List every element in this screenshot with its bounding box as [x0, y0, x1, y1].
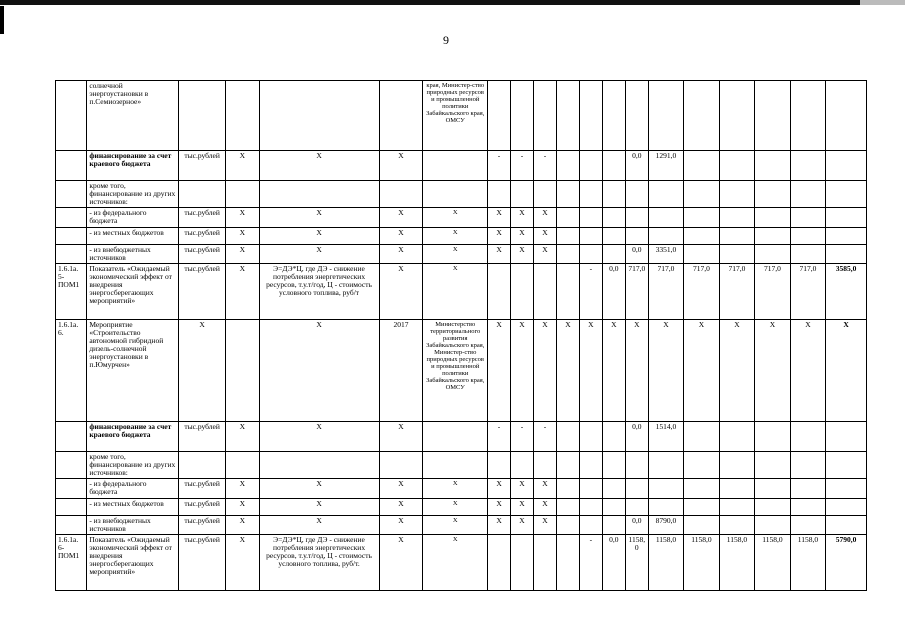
table-cell: тыс.рублей	[179, 245, 226, 264]
table-cell: X	[423, 535, 488, 591]
scan-left-mark	[0, 6, 4, 34]
table-row	[56, 181, 867, 208]
table-cell: X	[379, 245, 423, 264]
table-cell: 1158,0	[625, 535, 648, 591]
table-cell: X	[511, 245, 534, 264]
table-cell	[790, 479, 825, 499]
table-cell: X	[226, 535, 259, 591]
table-cell	[625, 228, 648, 245]
table-cell	[719, 208, 754, 228]
table-cell	[259, 81, 379, 151]
table-cell	[826, 208, 867, 228]
table-cell: кроме того, финансирование из других источников:	[87, 181, 179, 208]
table-cell: X	[226, 422, 259, 452]
table-cell: - из местных бюджетов	[87, 228, 179, 245]
table-cell	[755, 208, 790, 228]
table-row	[56, 422, 867, 452]
table-cell	[488, 535, 511, 591]
table-cell: Показатель «Ожидаемый экономический эффект от внедрения энергосберегающих мероприятий»	[87, 264, 179, 320]
table-cell	[826, 422, 867, 452]
table-cell	[556, 151, 579, 181]
table-cell	[648, 228, 683, 245]
table-cell: 3585,0	[826, 264, 867, 320]
table-cell: Министерство территориального развития Забайкальского края, Министер-ство природных ресурсов и промышленной политики Забайкальского края, ОМСУ	[423, 320, 488, 422]
table-cell: 0,0	[602, 264, 625, 320]
table-cell: кроме того, финансирование из других источников:	[87, 452, 179, 479]
table-cell: тыс.рублей	[179, 228, 226, 245]
table-cell: Э=ДЭ*Ц, где ДЭ - снижение потребления энергетических ресурсов, т.у.т/год, Ц - стоимость условного топлива, руб/т.	[259, 535, 379, 591]
table-cell	[790, 151, 825, 181]
table-cell: X	[379, 208, 423, 228]
table-cell	[684, 479, 719, 499]
table-cell: X	[259, 208, 379, 228]
table-cell: X	[755, 320, 790, 422]
table-cell	[790, 228, 825, 245]
table-cell: X	[533, 208, 556, 228]
table-cell: - из федерального бюджета	[87, 479, 179, 499]
table-cell: X	[648, 320, 683, 422]
table-cell	[719, 228, 754, 245]
table-cell: X	[379, 422, 423, 452]
table-cell	[790, 208, 825, 228]
table-cell	[719, 151, 754, 181]
table-cell: X	[379, 151, 423, 181]
table-cell: X	[533, 516, 556, 535]
table-cell	[755, 479, 790, 499]
table-cell	[648, 479, 683, 499]
table-cell: X	[379, 499, 423, 516]
table-cell	[556, 264, 579, 320]
table-cell: - из внебюджетных источников	[87, 245, 179, 264]
table-cell: 1.6.1а. 6-ПОМ1	[56, 535, 87, 591]
table-cell	[648, 81, 683, 151]
table-row	[56, 320, 867, 422]
table-cell: 1514,0	[648, 422, 683, 452]
table-cell: 717,0	[790, 264, 825, 320]
table-cell: 0,0	[602, 535, 625, 591]
table-cell	[684, 181, 719, 208]
table-cell: X	[379, 228, 423, 245]
program-table	[55, 80, 867, 591]
table-cell: X	[511, 228, 534, 245]
table-cell: 717,0	[648, 264, 683, 320]
table-cell: -	[533, 422, 556, 452]
table-cell	[511, 264, 534, 320]
table-cell	[755, 422, 790, 452]
table-cell	[56, 208, 87, 228]
table-cell: 1158,0	[755, 535, 790, 591]
table-row	[56, 245, 867, 264]
table-cell	[684, 516, 719, 535]
table-cell	[379, 181, 423, 208]
table-cell	[625, 81, 648, 151]
table-cell	[556, 81, 579, 151]
table-cell: - из местных бюджетов	[87, 499, 179, 516]
table-cell: 0,0	[625, 516, 648, 535]
table-cell	[556, 452, 579, 479]
table-cell	[533, 264, 556, 320]
table-row	[56, 228, 867, 245]
table-cell: X	[259, 228, 379, 245]
table-cell: 3351,0	[648, 245, 683, 264]
table-cell	[56, 452, 87, 479]
table-cell: тыс.рублей	[179, 264, 226, 320]
table-cell	[179, 81, 226, 151]
table-cell	[602, 151, 625, 181]
table-cell: X	[259, 479, 379, 499]
table-cell: Показатель «Ожидаемый экономический эффект от внедрения энергосберегающих мероприятий»	[87, 535, 179, 591]
table-cell	[259, 181, 379, 208]
table-cell	[755, 181, 790, 208]
table-cell: X	[719, 320, 754, 422]
table-cell	[533, 452, 556, 479]
table-cell: X	[511, 516, 534, 535]
table-cell: X	[423, 479, 488, 499]
table-cell: X	[423, 264, 488, 320]
table-cell	[755, 245, 790, 264]
table-cell	[488, 181, 511, 208]
table-cell	[226, 181, 259, 208]
table-cell: X	[423, 516, 488, 535]
table-cell: 1158,0	[790, 535, 825, 591]
table-cell	[556, 479, 579, 499]
table-cell: тыс.рублей	[179, 151, 226, 181]
table-cell: X	[423, 499, 488, 516]
page-number: 9	[443, 33, 449, 47]
table-cell	[488, 452, 511, 479]
table-cell	[684, 245, 719, 264]
table-cell: X	[226, 499, 259, 516]
table-cell	[533, 181, 556, 208]
table-cell: X	[423, 228, 488, 245]
table-cell	[179, 452, 226, 479]
table-cell: X	[533, 320, 556, 422]
table-cell	[423, 181, 488, 208]
table-cell	[602, 245, 625, 264]
table-cell	[625, 479, 648, 499]
table-cell: X	[533, 499, 556, 516]
table-cell	[625, 499, 648, 516]
table-cell	[579, 479, 602, 499]
table-row	[56, 151, 867, 181]
table-cell	[602, 452, 625, 479]
table-cell	[790, 499, 825, 516]
table-cell	[423, 151, 488, 181]
table-cell	[602, 208, 625, 228]
table-cell: X	[379, 535, 423, 591]
table-cell: 1291,0	[648, 151, 683, 181]
table-cell: X	[533, 479, 556, 499]
table-cell	[648, 208, 683, 228]
table-cell	[56, 422, 87, 452]
table-cell	[556, 181, 579, 208]
table-cell: X	[488, 479, 511, 499]
table-cell	[684, 422, 719, 452]
table-cell: X	[179, 320, 226, 422]
table-cell	[790, 181, 825, 208]
table-cell	[511, 452, 534, 479]
table-cell: X	[379, 479, 423, 499]
table-cell	[179, 181, 226, 208]
table-cell	[56, 151, 87, 181]
table-cell	[826, 499, 867, 516]
table-cell	[379, 81, 423, 151]
table-cell: X	[259, 320, 379, 422]
table-cell: X	[423, 208, 488, 228]
table-cell	[56, 499, 87, 516]
table-cell	[511, 81, 534, 151]
table-cell	[56, 516, 87, 535]
table-cell: X	[259, 499, 379, 516]
table-cell	[602, 499, 625, 516]
table-cell: X	[226, 208, 259, 228]
table-cell	[719, 245, 754, 264]
table-cell: 0,0	[625, 245, 648, 264]
table-cell: X	[684, 320, 719, 422]
table-cell: X	[226, 479, 259, 499]
table-cell	[556, 516, 579, 535]
table-cell	[755, 516, 790, 535]
table-cell: 0,0	[625, 422, 648, 452]
table-cell	[719, 516, 754, 535]
table-cell: Э=ДЭ*Ц, где ДЭ - снижение потребления энергетических ресурсов, т.у.т/год, Ц - стоимость условного топлива, руб/т	[259, 264, 379, 320]
table-cell: X	[826, 320, 867, 422]
table-cell: 1158,0	[719, 535, 754, 591]
table-cell: края, Министер-ство природных ресурсов и промышленной политики Забайкальского края, ОМСУ	[423, 81, 488, 151]
table-cell	[579, 516, 602, 535]
table-cell	[755, 452, 790, 479]
table-cell	[719, 452, 754, 479]
table-cell: X	[511, 320, 534, 422]
table-cell: X	[488, 208, 511, 228]
table-row	[56, 499, 867, 516]
table-cell: X	[488, 245, 511, 264]
table-cell: -	[511, 151, 534, 181]
table-cell	[719, 499, 754, 516]
table-cell	[56, 245, 87, 264]
table-cell	[556, 228, 579, 245]
table-cell: X	[511, 479, 534, 499]
table-cell: 2017	[379, 320, 423, 422]
table-cell: солнечной энергоустановки в п.Семиозерное»	[87, 81, 179, 151]
table-cell: X	[511, 208, 534, 228]
table-cell	[826, 452, 867, 479]
table-cell	[488, 81, 511, 151]
table-cell	[826, 228, 867, 245]
table-cell: X	[625, 320, 648, 422]
table-cell: финансирование за счет краевого бюджета	[87, 422, 179, 452]
table-cell	[719, 479, 754, 499]
table-cell	[719, 181, 754, 208]
table-cell: - из федерального бюджета	[87, 208, 179, 228]
table-cell	[625, 208, 648, 228]
table-cell	[556, 245, 579, 264]
table-cell	[790, 81, 825, 151]
table-cell	[602, 81, 625, 151]
table-cell	[602, 181, 625, 208]
table-cell	[684, 228, 719, 245]
table-cell	[755, 151, 790, 181]
table-cell: 717,0	[719, 264, 754, 320]
table-cell	[625, 452, 648, 479]
table-cell	[56, 181, 87, 208]
table-cell	[579, 151, 602, 181]
table-cell: финансирование за счет краевого бюджета	[87, 151, 179, 181]
table-cell: X	[602, 320, 625, 422]
table-cell: X	[488, 228, 511, 245]
table-cell: X	[259, 151, 379, 181]
table-cell: X	[226, 516, 259, 535]
table-cell	[648, 452, 683, 479]
table-row	[56, 208, 867, 228]
table-cell: X	[226, 264, 259, 320]
table-cell	[755, 228, 790, 245]
table-cell	[790, 245, 825, 264]
table-cell: - из внебюджетных источников	[87, 516, 179, 535]
table-cell	[579, 181, 602, 208]
table-cell: -	[488, 422, 511, 452]
table-cell	[719, 422, 754, 452]
table-cell: 1.6.1а. 6.	[56, 320, 87, 422]
table-cell: тыс.рублей	[179, 516, 226, 535]
table-cell: X	[511, 499, 534, 516]
table-cell: X	[488, 516, 511, 535]
table-cell	[488, 264, 511, 320]
table-row	[56, 264, 867, 320]
table-cell: X	[488, 320, 511, 422]
table-cell	[533, 535, 556, 591]
table-cell: 8790,0	[648, 516, 683, 535]
table-cell	[790, 452, 825, 479]
table-cell: тыс.рублей	[179, 499, 226, 516]
table-cell: 717,0	[755, 264, 790, 320]
table-cell: 717,0	[625, 264, 648, 320]
table-cell	[56, 479, 87, 499]
table-cell	[579, 208, 602, 228]
table-cell: тыс.рублей	[179, 208, 226, 228]
table-cell: X	[488, 499, 511, 516]
table-cell	[226, 452, 259, 479]
table-cell	[556, 499, 579, 516]
table-cell: -	[533, 151, 556, 181]
table-cell	[511, 181, 534, 208]
table-cell	[602, 422, 625, 452]
table-cell	[226, 320, 259, 422]
table-row	[56, 452, 867, 479]
scan-top-edge	[0, 0, 905, 5]
table-cell: X	[790, 320, 825, 422]
table-cell	[826, 516, 867, 535]
table-cell	[579, 245, 602, 264]
table-cell	[556, 535, 579, 591]
table-row	[56, 479, 867, 499]
table-cell	[790, 516, 825, 535]
table-cell: 1158,0	[684, 535, 719, 591]
table-cell: 5790,0	[826, 535, 867, 591]
table-cell	[648, 499, 683, 516]
table-cell: X	[226, 151, 259, 181]
table-cell: 0,0	[625, 151, 648, 181]
table-cell	[533, 81, 556, 151]
table-cell	[423, 452, 488, 479]
table-cell: 1158,0	[648, 535, 683, 591]
table-cell: тыс.рублей	[179, 422, 226, 452]
table-cell: X	[259, 422, 379, 452]
table-cell: X	[423, 245, 488, 264]
table-cell	[579, 422, 602, 452]
table-cell	[423, 422, 488, 452]
table-cell: X	[226, 245, 259, 264]
table-cell	[579, 452, 602, 479]
table-cell: -	[488, 151, 511, 181]
table-cell: X	[259, 516, 379, 535]
table-cell	[684, 151, 719, 181]
table-cell	[684, 499, 719, 516]
table-cell: X	[379, 516, 423, 535]
table-cell	[556, 422, 579, 452]
table-cell: тыс.рублей	[179, 535, 226, 591]
table-cell	[579, 228, 602, 245]
scan-top-edge-light	[860, 0, 905, 5]
table-cell	[579, 499, 602, 516]
table-cell: X	[533, 245, 556, 264]
table-cell	[684, 81, 719, 151]
table-cell	[790, 422, 825, 452]
table-cell	[602, 228, 625, 245]
table-cell	[379, 452, 423, 479]
table-row	[56, 81, 867, 151]
table-cell	[826, 151, 867, 181]
table-cell	[684, 452, 719, 479]
table-cell: 1.6.1а. 5-ПОМ1	[56, 264, 87, 320]
table-row	[56, 516, 867, 535]
table-row	[56, 535, 867, 591]
table-cell	[826, 245, 867, 264]
table-cell	[648, 181, 683, 208]
table-cell	[625, 181, 648, 208]
table-cell	[511, 535, 534, 591]
table-cell: 717,0	[684, 264, 719, 320]
table-cell	[259, 452, 379, 479]
table-cell	[56, 81, 87, 151]
table-cell	[719, 81, 754, 151]
table-cell: X	[226, 228, 259, 245]
table-cell	[56, 228, 87, 245]
table-cell: тыс.рублей	[179, 479, 226, 499]
table-cell: X	[533, 228, 556, 245]
table-cell: -	[579, 264, 602, 320]
table-cell	[226, 81, 259, 151]
table-cell	[826, 181, 867, 208]
table-cell	[579, 81, 602, 151]
table-cell: -	[511, 422, 534, 452]
table-cell: -	[579, 535, 602, 591]
table-cell	[755, 81, 790, 151]
table-cell: X	[579, 320, 602, 422]
table-cell: X	[379, 264, 423, 320]
table-cell	[755, 499, 790, 516]
table-cell: X	[556, 320, 579, 422]
table-cell	[602, 479, 625, 499]
table-cell: Мероприятие «Строительство автономной гибридной дизель-солнечной энергоустановки в п.Юмурчен»	[87, 320, 179, 422]
table-cell	[826, 81, 867, 151]
table-cell	[826, 479, 867, 499]
table-cell	[684, 208, 719, 228]
table-cell	[556, 208, 579, 228]
table-cell	[602, 516, 625, 535]
table-cell: X	[259, 245, 379, 264]
